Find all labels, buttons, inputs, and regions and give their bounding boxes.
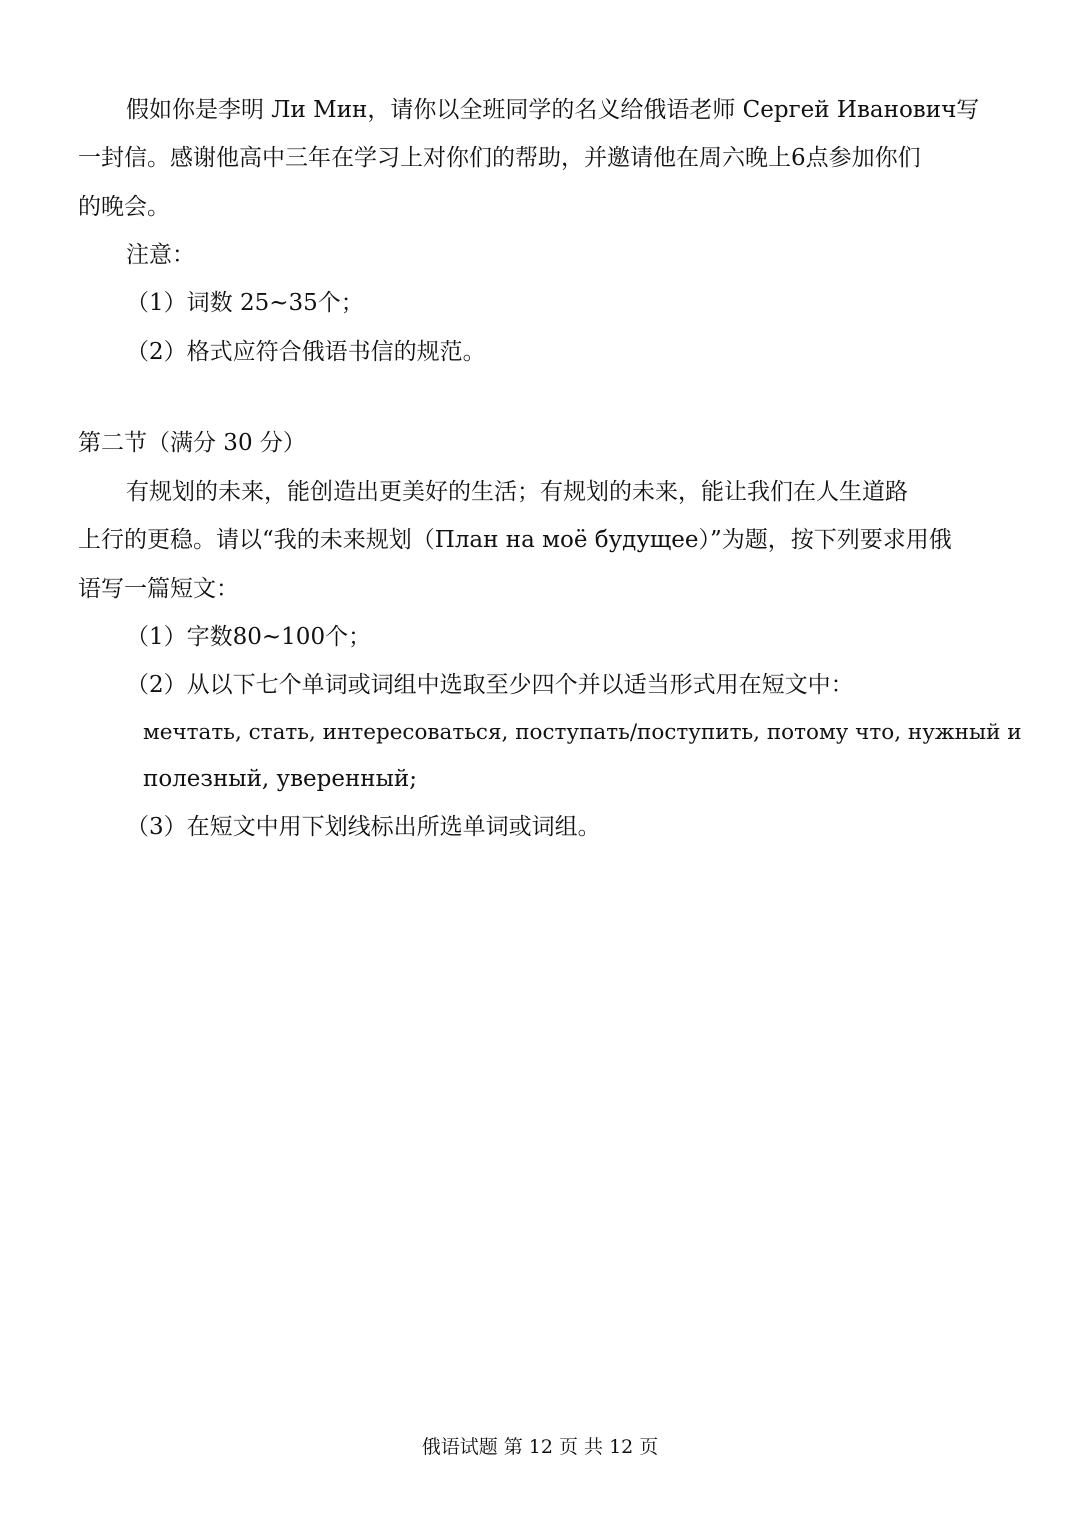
- task1-prompt-line-3: 的晚会。: [78, 194, 170, 220]
- task1-requirement-1: （1）词数 25~35个；: [126, 290, 364, 316]
- section2-prompt-line-1: 有规划的未来，能创造出更美好的生活；有规划的未来，能让我们在人生道路: [126, 479, 908, 505]
- task1-prompt-line-2: 一封信。感谢他高中三年在学习上对你们的帮助，并邀请他在周六晚上6点参加你们: [78, 145, 921, 171]
- section2-word-list-line-2: полезный, уверенный;: [143, 766, 418, 792]
- task1-note-label: 注意：: [126, 242, 195, 268]
- section2-prompt-line-2: 上行的更稳。请以“我的未来规划（План на моё будущее）”为题，按下列要求用俄: [78, 527, 952, 553]
- section2-prompt-line-3: 语写一篇短文：: [78, 576, 239, 602]
- section2-heading: 第二节（满分 30 分）: [78, 430, 306, 456]
- section2-word-list-line-1: мечтать, стать, интересоваться, поступать/поступить, потому что, нужный и: [143, 720, 1022, 745]
- page-footer: 俄语试题 第 12 页 共 12 页: [421, 1436, 659, 1458]
- section2-requirement-1: （1）字数80~100个；: [126, 624, 372, 650]
- section2-requirement-3: （3）在短文中用下划线标出所选单词或词组。: [126, 814, 601, 840]
- task1-requirement-2: （2）格式应符合俄语书信的规范。: [126, 339, 486, 365]
- section2-requirement-2: （2）从以下七个单词或词组中选取至少四个并以适当形式用在短文中：: [126, 672, 854, 698]
- task1-prompt-line-1: 假如你是李明 Ли Мин，请你以全班同学的名义给俄语老师 Сергей Иванович写: [126, 97, 980, 123]
